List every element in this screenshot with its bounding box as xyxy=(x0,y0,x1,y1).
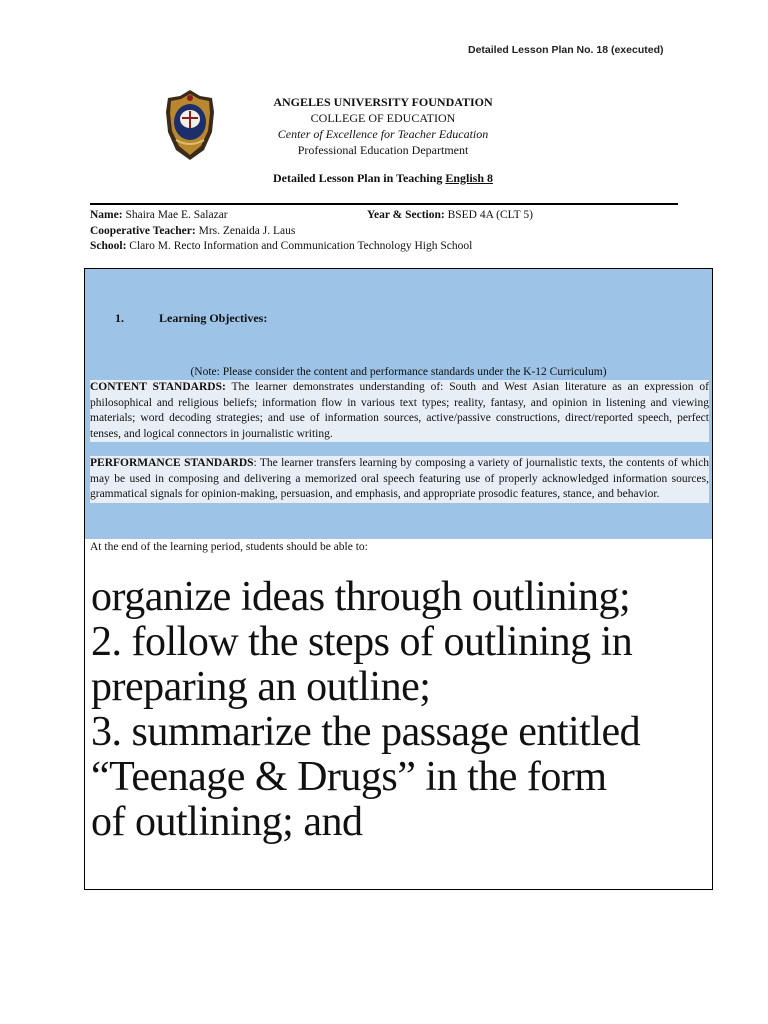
name-field: Name: Shaira Mae E. Salazar xyxy=(90,209,228,221)
objective-line: 2. follow the steps of outlining in xyxy=(91,619,633,665)
school-field: School: Claro M. Recto Information and Communication Technology High School xyxy=(90,240,473,252)
university-seal-logo xyxy=(162,88,218,162)
objectives-intro: At the end of the learning period, students should be able to: xyxy=(90,541,368,553)
objective-line: 3. summarize the passage entitled xyxy=(91,709,641,755)
document-title xyxy=(230,171,536,186)
department-name: Professional Education Department xyxy=(297,143,469,157)
university-name: ANGELES UNIVERSITY FOUNDATION xyxy=(273,95,493,109)
standards-text xyxy=(90,380,709,503)
curriculum-note: (Note: Please consider the content and performance standards under the K-12 Curriculum) xyxy=(190,366,607,378)
center-name: Center of Excellence for Teacher Education xyxy=(277,127,489,141)
objective-line: of outlining; and xyxy=(91,799,363,845)
teacher-info xyxy=(90,208,690,255)
objective-line: organize ideas through outlining; xyxy=(91,574,631,620)
objective-line: “Teenage & Drugs” in the form xyxy=(91,754,607,800)
school-header xyxy=(230,94,536,158)
content-standards: CONTENT STANDARDS: The learner demonstrates understanding of: South and West Asian literature as an expression of philosophical and religious beliefs; information flow in various text types; reality, fantasy, and opinion in listening and viewing materials; word decoding strategies; and use of information sources, active/passive constructions, direct/reported speech, perfect tenses, and logical connectors in journalistic writing. xyxy=(90,380,709,442)
title-prefix: Detailed Lesson Plan in Teaching xyxy=(272,171,446,185)
performance-standards: PERFORMANCE STANDARDS: The learner transfers learning by composing a variety of journalistic texts, the contents of which may be used in composing and delivering a memorized oral speech featuring use of properly acknowledged information sources, grammatical signals for opinion-making, persuasion, and emphasis, and appropriate prosodic features, stance, and behavior. xyxy=(90,456,709,503)
college-name: COLLEGE OF EDUCATION xyxy=(310,111,456,125)
lesson-plan-number: Detailed Lesson Plan No. 18 (executed) xyxy=(468,44,664,56)
objectives-list xyxy=(91,575,711,845)
objective-line: preparing an outline; xyxy=(91,664,431,710)
objectives-box xyxy=(84,268,713,890)
section-field: Year & Section: BSED 4A (CLT 5) xyxy=(367,209,533,221)
cooperative-teacher-field: Cooperative Teacher: Mrs. Zenaida J. Laus xyxy=(90,224,296,237)
header-divider xyxy=(90,203,678,205)
subject-name: English 8 xyxy=(445,171,494,185)
objectives-heading: 1. Learning Objectives: xyxy=(115,311,268,325)
